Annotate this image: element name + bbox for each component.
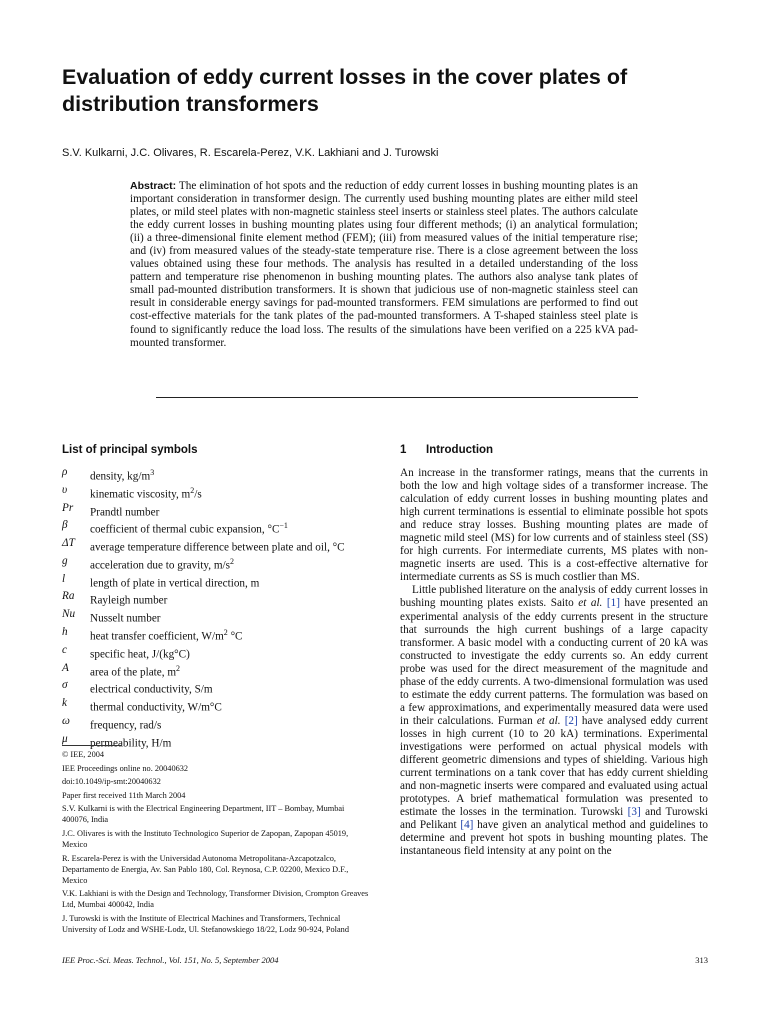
symbol: υ <box>62 483 68 496</box>
text-run: Little published literature on the analysis of eddy current losses in bushing mounting plates exists. Saito <box>400 584 708 610</box>
definition-unit-suffix: /s <box>194 488 202 501</box>
definition-text: electrical conductivity, S/m <box>90 684 213 697</box>
symbol-definition <box>90 519 382 537</box>
citation-link[interactable]: [4] <box>460 819 474 832</box>
paper-title: Evaluation of eddy current losses in the cover plates of distribution transformers <box>62 65 628 116</box>
definition-text: length of plate in vertical direction, m <box>90 577 260 590</box>
symbol: Ra <box>62 590 75 603</box>
symbol-row <box>62 555 382 573</box>
abstract-divider <box>156 397 638 398</box>
definition-text: specific heat, J/(kg°C) <box>90 648 190 661</box>
intro-section-title: Introduction <box>426 444 494 456</box>
footnote-divider <box>62 745 122 746</box>
symbol: k <box>62 697 67 710</box>
symbol-row <box>62 484 382 502</box>
footnotes <box>62 749 372 937</box>
definition-text: density, kg/m <box>90 470 151 483</box>
symbol: β <box>62 519 68 532</box>
intro-heading <box>400 444 493 456</box>
text-run: et al. <box>578 597 603 610</box>
symbol-row <box>62 644 382 662</box>
footnote: V.K. Lakhiani is with the Design and Technology, Transformer Division, Crompton Greaves Ltd, Mumbai 400042, India <box>62 889 369 910</box>
text-run: have analysed eddy current losses in high current (10 to 20 kA) terminations. Experimental investigations were performed on actual physical models with different geometric dimensions and types of shielding. Various high current terminations on a tank cover that has eddy current shielding and non-magnetic inserts were compared and evaluated using actual prototypes. A brief mathematical formulation was presented to estimate the losses in the termination. Turowski <box>400 714 709 819</box>
definition-text: heat transfer coefficient, W/m <box>90 630 224 643</box>
definition-text: Prandtl number <box>90 506 160 519</box>
footnote: S.V. Kulkarni is with the Electrical Engineering Department, IIT – Bombay, Mumbai 400076, India <box>62 804 345 825</box>
symbol-definition <box>90 466 382 484</box>
text-run: have given an analytical method and guidelines to determine and prevent hot spots in bushing mounting plates. The instantaneous field intensity at any point on the <box>400 819 708 858</box>
symbol: l <box>62 572 66 585</box>
footnote: © IEE, 2004 <box>62 750 105 759</box>
symbol-row <box>62 466 382 484</box>
symbols-heading: List of principal symbols <box>62 444 198 456</box>
symbol-definition <box>90 590 382 608</box>
definition-text: Rayleigh number <box>90 595 168 608</box>
symbol-definition <box>90 697 382 715</box>
intro-paragraph-1: An increase in the transformer ratings, means that the currents in both the low and high voltage sides of a transformer increase. The calculation of eddy current losses in bushing mounting plates and high current terminations is essential to eliminate possible hot spots and reduce stray losses. Bushing mounting plates are made of magnetic mild steel (MS) for low currents and of stainless steel (SS) for high currents. For intermediate currents, MS plates with non-magnetic inserts are used. This is a cost-effective alternative for intermediate currents as SS is much costlier than MS. <box>400 467 708 584</box>
definition-superscript: 2 <box>190 485 195 495</box>
footnote: Paper first received 11th March 2004 <box>62 790 186 800</box>
symbol: A <box>62 661 69 674</box>
symbol-row <box>62 608 382 626</box>
symbol-row <box>62 679 382 697</box>
page-number: 313 <box>695 955 708 965</box>
citation-link[interactable]: [3] <box>627 806 641 819</box>
definition-text: area of the plate, m <box>90 666 177 679</box>
definition-unit-suffix: °C <box>227 630 243 643</box>
symbol-row <box>62 662 382 680</box>
definition-text: frequency, rad/s <box>90 719 162 732</box>
symbol-definition <box>90 502 382 520</box>
author-list: S.V. Kulkarni, J.C. Olivares, R. Escarela-Perez, V.K. Lakhiani and J. Turowski <box>62 147 439 159</box>
definition-text: kinematic viscosity, m <box>90 488 191 501</box>
intro-paragraph-2 <box>400 584 708 858</box>
symbol: ρ <box>62 466 68 478</box>
symbol: ω <box>62 714 70 727</box>
intro-section-number: 1 <box>400 444 407 456</box>
symbol-definition <box>90 573 382 591</box>
symbol-definition <box>90 626 382 644</box>
symbol-row <box>62 537 382 555</box>
symbol-row <box>62 502 382 520</box>
symbol-definition <box>90 484 382 502</box>
symbol-definition <box>90 644 382 662</box>
symbol-definition <box>90 608 382 626</box>
abstract-text: The elimination of hot spots and the reduction of eddy current losses in bushing mounting plates is an important consideration in transformer design. The currently used bushing mounting plates are either mild steel plates, or mild steel plates with non-magnetic stainless steel inserts or stainless steel plates. The authors calculate the eddy current losses in bushing mounting plates using four different methods; (i) an analytical formulation; (ii) a three-dimensional finite element method (FEM); (iii) from measured values of the initial temperature rise; and (iv) from measured values of the steady-state temperature rise. There is a close agreement between the loss values obtained using these four methods. The analysis has resulted in a detailed understanding of the loss pattern and temperature rise phenomenon in bushing mounting plates. The authors also analyse tank plates of small pad-mounted distribution transformers. It is shown that judicious use of non-magnetic stainless steel can result in considerable energy savings for pad-mounted transformers. FEM simulations are performed to find out cost-effective materials for the tank plates of the pad-mounted transformers. A T-shaped stainless steel plate is found to significantly reduce the load loss. The results of the simulations have been verified on a 225 kVA pad-mounted transformer. <box>130 180 638 349</box>
symbol-row <box>62 697 382 715</box>
text-run: have presented an experimental analysis of the eddy currents present in the structure that surrounds the high current bushings of a large capacity transformer. A basic model with a conducting current of 20 kA was constructed to investigate the eddy currents so. An eddy current probe was used for the direct measurement of the magnitude and phase of the eddy currents. A two-dimensional formulation was used to estimate the eddy current patterns. The formulation was based on a few approximations, and experimentally measured data were used in their calculations. Furman <box>400 597 709 727</box>
symbol: g <box>62 554 68 567</box>
definition-superscript: 2 <box>176 663 181 673</box>
footnote: doi:10.1049/ip-smt:20040632 <box>62 777 161 787</box>
definition-text: thermal conductivity, W/m°C <box>90 701 222 714</box>
symbol-definition <box>90 537 382 555</box>
symbol-definition <box>90 662 382 680</box>
definition-text: permeability, H/m <box>90 737 172 750</box>
symbol: h <box>62 626 68 639</box>
symbol: σ <box>62 679 68 692</box>
definition-text: average temperature difference between plate and oil, °C <box>90 541 345 554</box>
abstract-label: Abstract: <box>130 180 177 192</box>
footnote: IEE Proceedings online no. 20040632 <box>62 763 189 773</box>
definition-text: Nusselt number <box>90 612 161 625</box>
definition-superscript: 3 <box>150 468 155 477</box>
symbol: ΔT <box>62 537 75 550</box>
definition-superscript: −1 <box>279 521 288 531</box>
symbol-definition <box>90 733 382 751</box>
definition-superscript: 2 <box>223 628 228 638</box>
introduction-body <box>400 467 708 858</box>
symbol-row <box>62 715 382 733</box>
symbol: c <box>62 643 67 656</box>
symbol-row <box>62 519 382 537</box>
footnote: J.C. Olivares is with the Instituto Technologico Superior de Zapopan, Zapopan 45019, Mexico <box>62 828 349 849</box>
symbol: Nu <box>62 608 76 621</box>
symbol-definition <box>90 679 382 697</box>
abstract <box>130 180 638 350</box>
symbol: μ <box>62 732 68 745</box>
symbol: Pr <box>62 501 74 514</box>
symbol-definition <box>90 715 382 733</box>
footnote: J. Turowski is with the Institute of Electrical Machines and Transformers, Technical University of Lodz and WSHE-Lodz, Ul. Stefanowskiego 18/22, Lodz 90-924, Poland <box>62 913 349 934</box>
symbol-row <box>62 733 382 751</box>
text-run: and Turowski and Pelikant <box>400 806 708 832</box>
definition-text: coefficient of thermal cubic expansion, °C <box>90 524 280 537</box>
text-run: et al. <box>536 714 561 727</box>
symbol-definition <box>90 555 382 573</box>
symbol-row <box>62 626 382 644</box>
footnote: R. Escarela-Perez is with the Universidad Autonoma Metropolitana-Azcapotzalco, Departamento de Energia, Av. San Pablo 180, Col. Reynosa, C.P. 02200, Mexico D.F., Mexico <box>62 853 349 885</box>
citation-link[interactable]: [2] <box>564 714 578 727</box>
symbol-row <box>62 590 382 608</box>
citation-link[interactable]: [1] <box>606 597 620 610</box>
symbol-row <box>62 573 382 591</box>
symbols-list <box>62 466 382 751</box>
journal-footer: IEE Proc.-Sci. Meas. Technol., Vol. 151, No. 5, September 2004 <box>62 955 279 965</box>
definition-superscript: 2 <box>230 556 234 566</box>
definition-text: acceleration due to gravity, m/s <box>90 559 230 572</box>
